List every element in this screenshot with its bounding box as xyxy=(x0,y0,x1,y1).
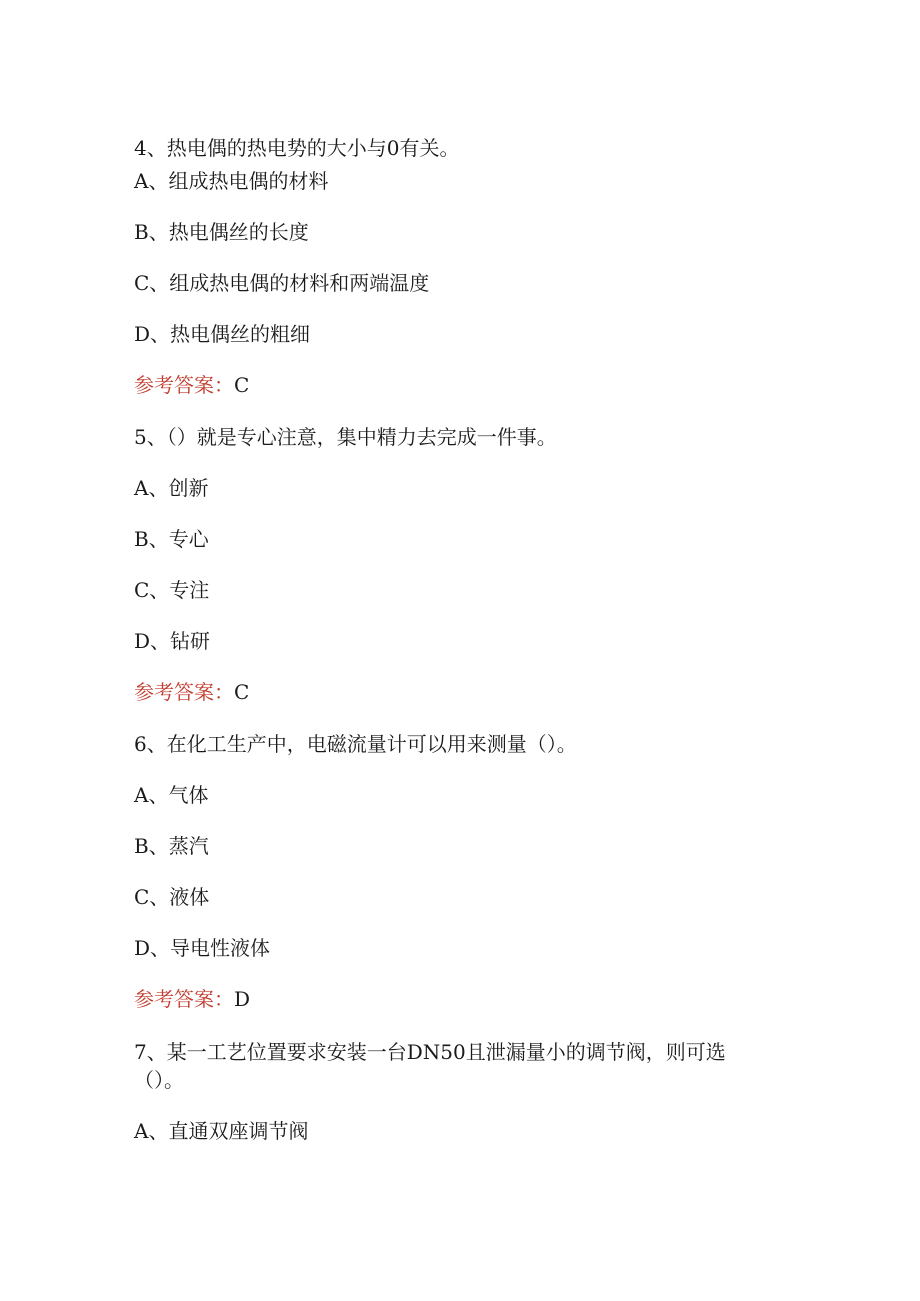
question-6-option-b: B、蒸汽 xyxy=(134,834,209,858)
answer-label: 参考答案： xyxy=(134,373,234,397)
question-5-option-a: A、创新 xyxy=(134,476,209,500)
question-6-option-d: D、导电性液体 xyxy=(134,936,271,960)
question-5-stem: 5、（）就是专心注意，集中精力去完成一件事。 xyxy=(134,425,557,449)
answer-value: C xyxy=(234,680,250,704)
question-4-option-b: B、热电偶丝的长度 xyxy=(134,220,309,244)
question-6-stem: 6、在化工生产中，电磁流量计可以用来测量（）。 xyxy=(134,732,577,756)
question-6-option-c: C、液体 xyxy=(134,885,210,909)
question-7-stem-continued: （）。 xyxy=(134,1068,184,1092)
question-5-answer xyxy=(134,680,249,704)
question-4-option-c: C、组成热电偶的材料和两端温度 xyxy=(134,271,430,295)
question-4-option-a: A、组成热电偶的材料 xyxy=(134,169,329,193)
question-5-option-b: B、专心 xyxy=(134,527,209,551)
question-4-stem: 4、热电偶的热电势的大小与0有关。 xyxy=(134,136,460,160)
question-7-stem: 7、某一工艺位置要求安装一台DN50且泄漏量小的调节阀，则可选 xyxy=(134,1040,726,1064)
answer-label: 参考答案： xyxy=(134,987,234,1011)
question-7-option-a: A、直通双座调节阀 xyxy=(134,1119,309,1143)
answer-value: D xyxy=(234,987,251,1011)
question-6-answer xyxy=(134,987,250,1011)
question-4-answer xyxy=(134,373,249,397)
question-5-option-d: D、钻研 xyxy=(134,629,211,653)
answer-value: C xyxy=(234,373,250,397)
question-4-option-d: D、热电偶丝的粗细 xyxy=(134,322,311,346)
question-5-option-c: C、专注 xyxy=(134,578,210,602)
answer-label: 参考答案： xyxy=(134,680,234,704)
question-6-option-a: A、气体 xyxy=(134,783,209,807)
